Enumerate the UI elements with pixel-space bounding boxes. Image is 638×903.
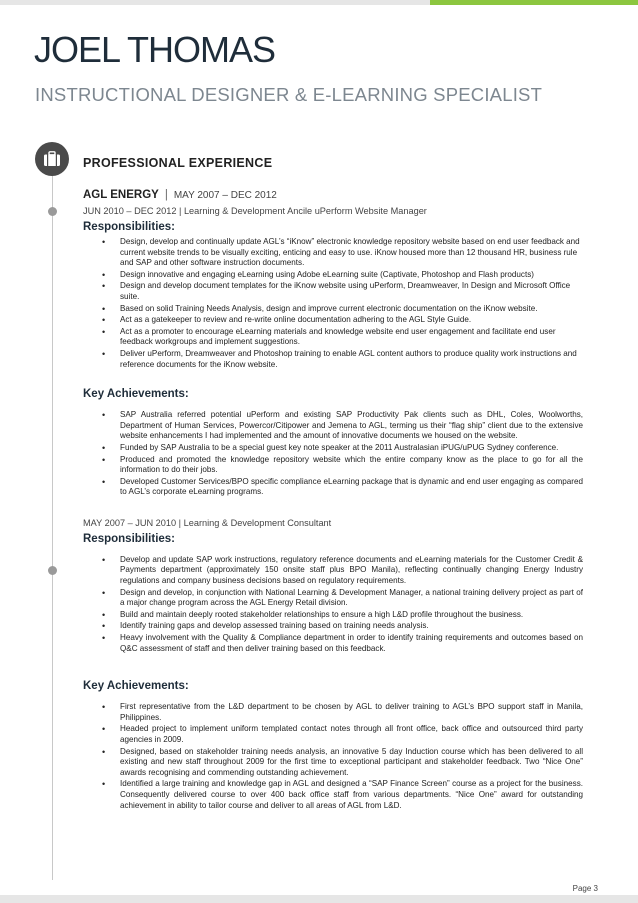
timeline-line xyxy=(52,160,53,880)
job1-separator: | xyxy=(164,189,168,201)
page-number: Page 3 xyxy=(572,884,598,893)
candidate-name: JOEL THOMAS xyxy=(34,29,276,70)
list-item: • Produced and promoted the knowledge repository website which the entire company know as the place to go for all the information to do their jobs. xyxy=(120,455,583,476)
job1-responsibilities xyxy=(83,237,583,370)
list-item: • Developed Customer Services/BPO specific compliance eLearning package that is dynamic and end user engaging as compared to AGL’s corporate eLearning programs. xyxy=(120,477,583,498)
top-accent-bar xyxy=(0,0,638,9)
top-accent-grey xyxy=(0,0,430,5)
timeline-dot-job2 xyxy=(48,566,57,575)
list-item: • Build and maintain deeply rooted stakeholder relationships to ensure a high L&D profile throughout the business. xyxy=(120,610,583,621)
bottom-bar xyxy=(0,895,638,903)
list-item: • First representative from the L&D department to be chosen by AGL to deliver training to AGL’s BPO support staff in Manila, Philippines. xyxy=(120,702,583,723)
section-heading: PROFESSIONAL EXPERIENCE xyxy=(83,156,273,170)
list-item: • Identified a large training and knowledge gap in AGL and designed a “SAP Finance Screen” course as a project for the business. Consequently delivered course to over 400 back office staff from various departments. “Nice One” award for outstanding achievement in ability to tailor course and deliver to all areas of AGL from L&D. xyxy=(120,779,583,811)
list-item: • Identify training gaps and develop assessed training based on training needs analysis. xyxy=(120,621,583,632)
top-accent-green xyxy=(430,0,638,5)
job1-dates: MAY 2007 – DEC 2012 xyxy=(173,190,277,201)
job2-ach-heading: Key Achievements: xyxy=(83,680,189,693)
timeline-dot-job1 xyxy=(48,207,57,216)
job1-achievements xyxy=(83,410,583,498)
job1-company-line xyxy=(83,188,583,203)
list-item: • Develop and update SAP work instructions, regulatory reference documents and eLearning materials for the Customer Credit & Payments department (approximately 150 onsite staff plus BPO Manila), reflecting continually changing Energy Industry regulations and company business decisions based on regulatory requirements. xyxy=(120,555,583,587)
list-item: • Design, develop and continually update AGL’s “iKnow” electronic knowledge repository website based on end user feedback and current website trends to be visually exciting, enticing and easy to use. iKnow housed more than 12 thousand HR, business rule and SAP and other software instruction documents. xyxy=(120,237,583,269)
job2-resp-heading: Responsibilities: xyxy=(83,532,176,545)
list-item: • Headed project to implement uniform templated contact notes through all front office, back office and outsourced third party agencies in 2009. xyxy=(120,724,583,745)
experience-content xyxy=(83,188,583,812)
list-item: • Design and develop, in conjunction with National Learning & Development Manager, a national training delivery project as part of a major change program across the AGL Energy Retail division. xyxy=(120,588,583,609)
job2-role: MAY 2007 – JUN 2010 | Learning & Development Consultant xyxy=(83,517,332,528)
list-item: • Designed, based on stakeholder training needs analysis, an innovative 5 day Induction course which has been delivered to all existing and new staff throughout 2009 for the first time to exceptional participant and stakeholder feedback. Two “Nice One” awards recognising and commending outstanding achievement. xyxy=(120,747,583,779)
job2-responsibilities xyxy=(83,555,583,654)
list-item: • Funded by SAP Australia to be a special guest key note speaker at the 2011 Australasian iPUG/uPUG Sydney conference. xyxy=(120,443,583,454)
job1-company: AGL ENERGY xyxy=(83,189,159,201)
list-item: • Based on solid Training Needs Analysis, design and improve current electronic documentation on the iKnow website. xyxy=(120,304,583,315)
list-item: • Design innovative and engaging eLearning using Adobe eLearning suite (Captivate, Photoshop and Flash products) xyxy=(120,270,583,281)
list-item: • Heavy involvement with the Quality & Compliance department in order to identify training requirements and outcomes based on Q&C assessment of staff and then deliver training based on this feedback. xyxy=(120,633,583,654)
list-item: • Deliver uPerform, Dreamweaver and Photoshop training to enable AGL content authors to produce quality work instructions and reference documents for the iKnow website. xyxy=(120,349,583,370)
list-item: • Act as a promoter to encourage eLearning materials and knowledge website end user engagement and facilitate end user feedback workgroups and implement suggestions. xyxy=(120,327,583,348)
list-item: • Act as a gatekeeper to review and re-write online documentation adhering to the AGL Style Guide. xyxy=(120,315,583,326)
candidate-title: INSTRUCTIONAL DESIGNER & E-LEARNING SPECIALIST xyxy=(35,84,543,105)
job2-achievements xyxy=(83,702,583,811)
job1-role: JUN 2010 – DEC 2012 | Learning & Development Ancile uPerform Website Manager xyxy=(83,206,427,216)
job1-ach-heading: Key Achievements: xyxy=(83,388,189,401)
section-icon-circle xyxy=(35,142,69,176)
job1-resp-heading: Responsibilities: xyxy=(83,221,176,233)
list-item: • SAP Australia referred potential uPerform and existing SAP Productivity Pak clients such as DHL, Coles, Woolworths, Department of Human Services, Powercor/Citipower and Jemena to AGL, terming us their “flag ship” client due to the extensive website enhancements I had implemented and the amount of innovative documents we housed on the website. xyxy=(120,410,583,442)
list-item: • Design and develop document templates for the iKnow website using uPerform, Dreamweaver, In Design and Microsoft Office suite. xyxy=(120,281,583,302)
briefcase-icon xyxy=(43,151,61,167)
